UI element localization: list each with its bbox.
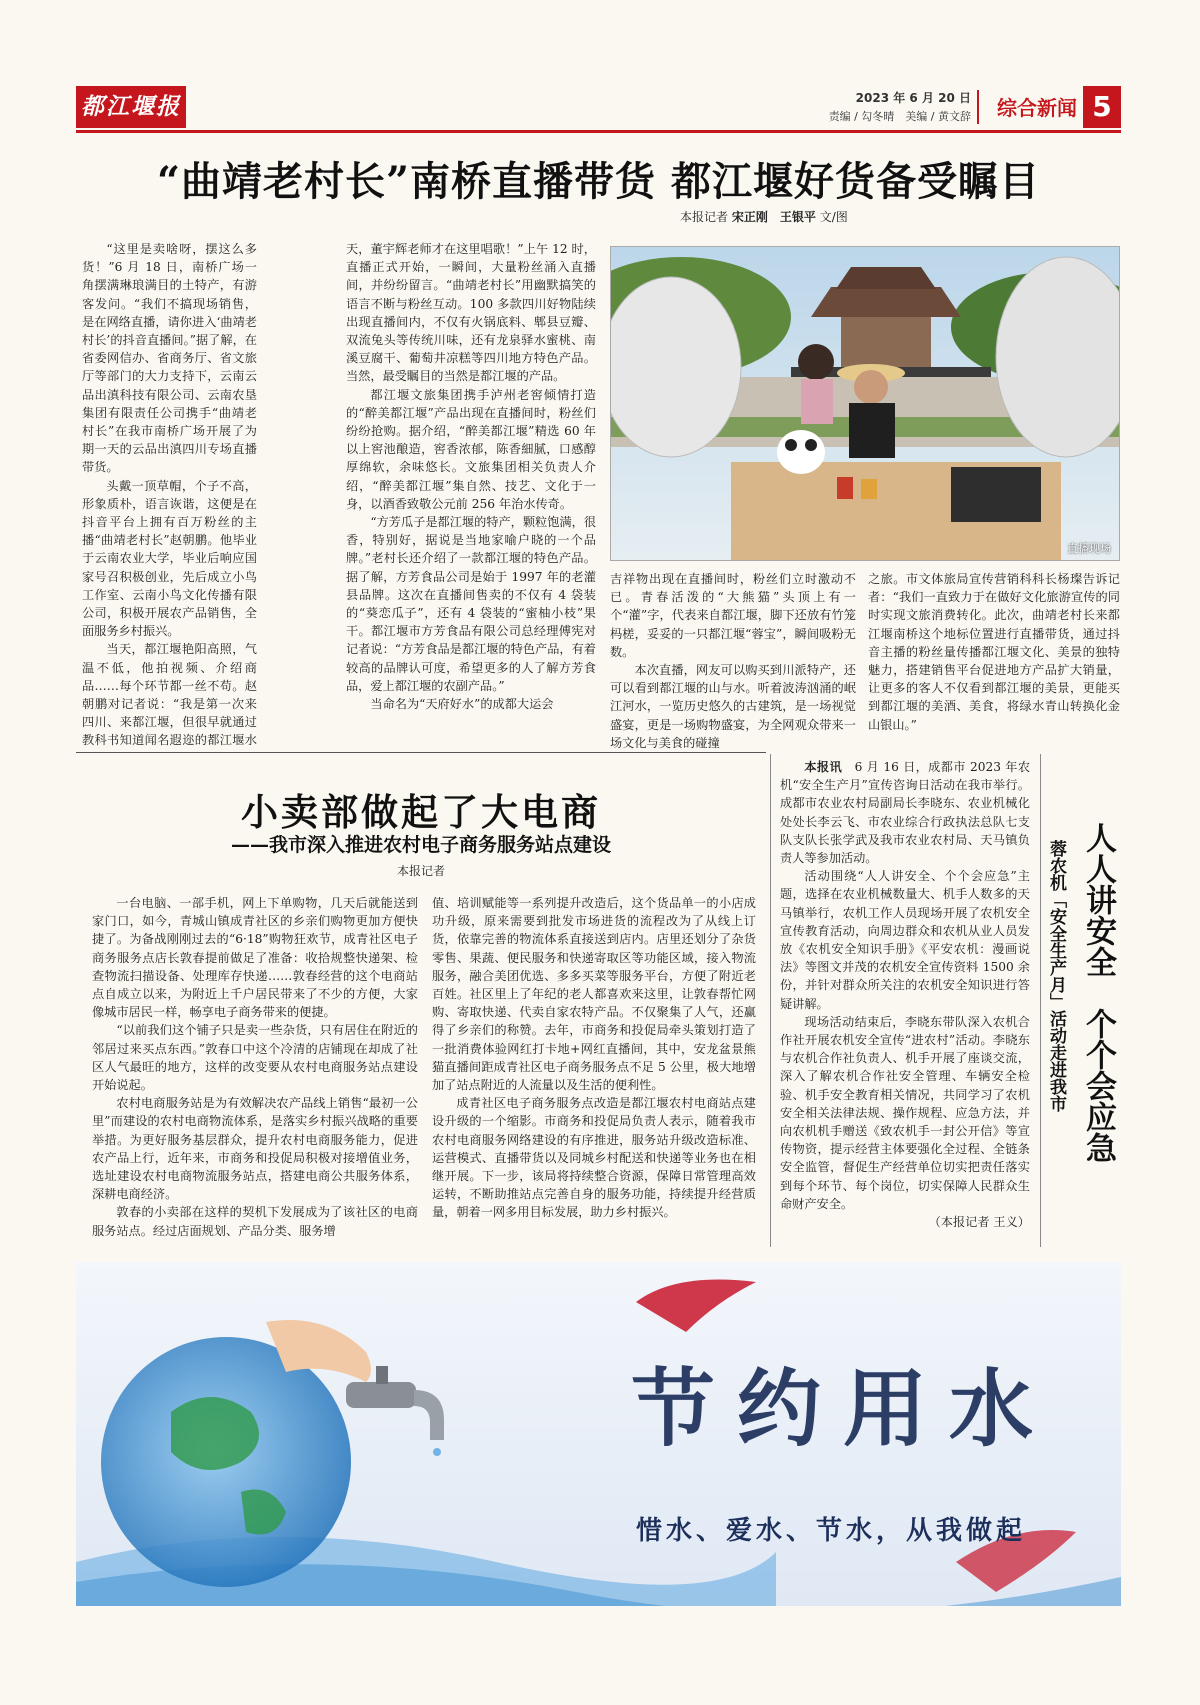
- article3-subheadline: 蓉农机「安全生产月」活动走进我市: [1046, 840, 1066, 1112]
- paragraph: 当命名为“天府好水”的成都大运会: [370, 697, 554, 712]
- header-divider: [977, 90, 979, 124]
- byline-names: 宋正刚 王银平: [731, 210, 816, 224]
- page-number: 5: [1083, 86, 1121, 128]
- lead-label: 本报讯: [804, 760, 843, 774]
- article2-headline[interactable]: 小卖部做起了大电商: [241, 790, 601, 834]
- article2-column-2: [432, 894, 756, 1250]
- article3-body: [780, 758, 1030, 1250]
- byline-prefix: 本报记者: [680, 210, 729, 224]
- masthead: [76, 86, 1121, 128]
- photo-caption: 直播现场: [1067, 542, 1111, 555]
- paragraph: 农村电商服务站是为有效解决农产品线上销售“最初一公里”而建设的农村电商物流体系，是落实乡村振兴战略的重要举措。为更好服务基层群众，提升农村电商服务能力，促进农产品上行，近年来，市商务和投促局积极对接增值业务，选址建设农村电商物流服务站点，搭建电商公共服务体系，深耕电商经济。: [92, 1096, 418, 1202]
- water-saving-banner[interactable]: [76, 1262, 1121, 1606]
- banner-title: 节约用水: [631, 1360, 1056, 1458]
- credit: （本报记者 王义）: [928, 1215, 1030, 1230]
- byline-suffix: 文/图: [819, 210, 848, 224]
- paragraph: 成青社区电子商务服务点改造是都江堰农村电商站点建设升级的一个缩影。市商务和投促局负责人表示，随着我市农村电商服务网络建设的有序推进，服务站升级改造标准、运营模式、直播带货以及同城乡村配送和快递等业务也在相继开展。下一步，该局将持续整合资源，保障日常管理高效运转，不断助推站点完善自身的服务功能，持续提升经营质量，朝着一网多用目标发展，助力乡村振兴。: [432, 1096, 756, 1220]
- paragraph: 之旅。市文体旅局宣传营销科科长杨璨告诉记者：“我们一直致力于在做好文化旅游宣传的同时实现文旅消费转化。此次，曲靖老村长来都江堰南桥这个地标位置进行直播带货，通过抖音主播的粉丝量传播都江堰文化、美景的独特魅力，搭建销售平台促进地方产品扩大销量，让更多的客人不仅看到都江堰的美景，更能买到都江堰的美酒、美食，将绿水青山转换化金山银山。”: [868, 572, 1120, 732]
- column-divider: [770, 754, 771, 1247]
- header-rule: [76, 130, 1121, 133]
- paragraph: 敦春的小卖部在这样的契机下发展成为了该社区的电商服务站点。经过店面规划、产品分类、服务增: [92, 1205, 418, 1238]
- paragraph: 都江堰文旅集团携手泸州老窖倾情打造的“醉美都江堰”产品出现在直播间时，粉丝们纷纷抢购。据介绍，“醉美都江堰”精选 60 年以上窖池酿造，窖香浓郁，陈香細腻，口感醇厚绵软，余味悠长。文旅集团相关负责人介绍，“醉美都江堰”集自然、技艺、文化于一身，以酒香致敬公元前 256 年治水传奇。: [346, 387, 596, 511]
- article1-byline: [680, 208, 848, 225]
- paragraph: 头戴一顶草帽，个子不高，形象质朴，语言诙谐，这便是在抖音平台上拥有百万粉丝的主播“曲靖老村长”赵朝鹏。他毕业于云南农业大学，毕业后响应国家号召积极创业，先后成立小鸟工作室、云南小鸟文化传播有限公司，积极开展农产品销售，全面服务乡村振兴。: [82, 478, 257, 639]
- paragraph: 活动围绕“人人讲安全、个个会应急”主题，选择在农业机械数量大、机手人数多的天马镇举行，农机工作人员现场开展了农机安全宣传教育活动，向周边群众和农机从业人员发放《农机安全知识手册》《平安农机：漫画说法》等图文并茂的农机安全宣传资料 1500 余份，并针对群众所关注的农机安全知识进行答疑讲解。: [780, 869, 1030, 1011]
- section-name: 综合新闻: [997, 96, 1077, 120]
- livestream-photo-illustration: [611, 247, 1120, 561]
- paragraph: 吉祥物出现在直播间时，粉丝们立时激动不已。青春活泼的“大熊猫”头顶上有一个“灌”字，代表来自都江堰，脚下还放有竹笼杩槎，妥妥的一只都江堰“蓉宝”，瞬间吸粉无数。: [610, 572, 856, 659]
- paragraph: 本次直播，网友可以购买到川派特产，还可以看到都江堰的山与水。听着波涛汹涌的岷江河水，一览历史悠久的古建筑，是一场视觉盛宴，更是一场购物盛宴，为全网观众带来一场文化与美食的碰撞: [610, 663, 856, 750]
- paragraph: 一台电脑、一部手机，网上下单购物，几天后就能送到家门口，如今，青城山镇成青社区的乡亲们购物更加方便快捷了。为备战刚刚过去的“6·18”购物狂欢节，成青社区电子商务服务点店长敦春提前做足了准备：收拾规整快递架、检查物流扫描设备、处理库存快递……敦春经营的这个电商站点自成立以来，为附近上千户居民带来了不少的方便，大家像城市居民一样，畅享电子商务带来的便捷。: [92, 896, 418, 1020]
- section-divider: [76, 752, 766, 753]
- paragraph: 现场活动结束后，李晓东带队深入农机合作社开展农机安全宣传“进农村”活动。李晓东与农机合作社负责人、机手开展了座谈交流，深入了解农机合作社安全管理、车辆安全检验、机手安全教育相关情况，共同学习了农机安全相关法律法规、操作规程、应急方法，并向农机机手赠送《致农机手一封公开信》等宣传物资，提示经营主体要强化全过程、全链条安全监管，督促生产经营单位切实把责任落实到每个环节、每个岗位，切实保障人民群众生命财产安全。: [780, 1014, 1030, 1211]
- issue-date: 2023 年 6 月 20 日: [855, 91, 971, 105]
- article2-byline: 本报记者: [396, 864, 445, 878]
- paragraph: 6 月 16 日，成都市 2023 年农机“安全生产月”宣传咨询日活动在我市举行。成都市农业农村局副局长李晓东、农业机械化处处长李云飞、市农业综合行政执法总队七支队支队长张学武及我市农业农村局、天马镇负责人等参加活动。: [780, 760, 1030, 866]
- paragraph: “以前我们这个铺子只是卖一些杂货，只有居住在附近的邻居过来买点东西。”敦春口中这个冷清的店铺现在却成了社区人气最旺的地方，这样的改变要从农村电商服务站点建设开始说起。: [92, 1023, 418, 1093]
- article1-column-3: [610, 570, 856, 750]
- banner-slogan: 惜水、爱水、节水，从我做起: [636, 1516, 1027, 1546]
- livestream-photo[interactable]: [610, 246, 1120, 561]
- article2-column-1: [92, 894, 418, 1250]
- article2-subheadline: ——我市深入推进农村电子商务服务站点建设: [230, 834, 611, 856]
- article1-column-1: [82, 240, 257, 750]
- paragraph: “方芳瓜子是都江堰的特产，颗粒饱满，很香，特别好，据说是当地家喻户晓的一个品牌。”老村长还介绍了一款都江堰的特色产品。据了解，方芳食品公司是始于 1997 年的老灌县品牌。这次在直播间售卖的不仅有 4 袋装的“葵恋瓜子”，还有 4 袋装的“蜜柚小枝”果干。都江堰市方芳食品有限公司总经理傅宪对记者说：“方芳食品是都江堰的特色产品，有着较高的品牌认可度，希望更多的人了解方芳食品，爱上都江堰的农副产品。”: [346, 515, 596, 693]
- article1-column-4: [868, 570, 1120, 750]
- article3-headline[interactable]: 人人讲安全 个个会应急: [1080, 822, 1116, 1163]
- column-divider: [1040, 754, 1041, 1247]
- paragraph: “这里是卖啥呀，摆这么多货！”6 月 18 日，南桥广场一角摆满琳琅满目的土特产，有游客发问。“我们不搞现场销售，是在网络直播，请你进入‘曲靖老村长’的抖音直播间。”据了解，在省委网信办、省商务厅、省文旅厅等部门的大力支持下，云南云品出滇科技有限公司、云南农垦集团有限责任公司携手“曲靖老村长”在我市南桥广场开展了为期一天的云品出滇四川专场直播带货。: [82, 242, 257, 475]
- editors-line: 责编 / 勾冬晴 美编 / 黄文辞: [828, 110, 971, 123]
- newspaper-logo[interactable]: 都江堰报: [76, 86, 186, 128]
- article1-headline[interactable]: “曲靖老村长”南桥直播带货 都江堰好货备受瞩目: [157, 158, 1040, 205]
- paragraph: 天，董宇辉老师才在这里唱歌！”上午 12 时，直播正式开始，一瞬间，大量粉丝涌入直播间，并纷纷留言。“曲靖老村长”用幽默搞笑的语言不断与粉丝互动。100 多款四川好物陆续出现直播间内，不仅有火锅底料、郫县豆瓣、双流兔头等传统川味，还有龙泉驿水蜜桃、南溪豆腐干、葡萄井凉糕等四川地方特色产品。当然，最受瞩目的当然是都江堰的产品。: [346, 242, 596, 384]
- paragraph: 当天，都江堰艳阳高照，气温不低，他拍视频、介绍商品……每个环节都一丝不苟。赵朝鹏对记者说：“我是第一次来四川、来都江堰，但很早就通过教科书知道闻名遐迩的都江堰水: [82, 642, 257, 748]
- article1-column-2: [346, 240, 596, 750]
- paragraph: 值、培训赋能等一系列提升改造后，这个货品单一的小店成功升级，原来需要到批发市场进货的流程改为了从线上订货，依靠完善的物流体系直接送到店内。店里还划分了杂货零售、果蔬、便民服务和快递寄取区等功能区域，接入物流服务，融合美团优选、多多买菜等服务平台，方便了附近老百姓。社区里上了年纪的老人都喜欢来这里，让敦春帮忙网购、寄取快递、代卖自家农特产品。不仅聚集了人气，还赢得了乡亲们的称赞。去年，市商务和投促局牵头策划打造了一批消费体验网红打卡地+网红直播间，其中，安龙盆景熊猫直播间距成青社区电子商务服务点不足 5 公里，极大地增加了站点附近的人流量以及生活的便利性。: [432, 896, 756, 1093]
